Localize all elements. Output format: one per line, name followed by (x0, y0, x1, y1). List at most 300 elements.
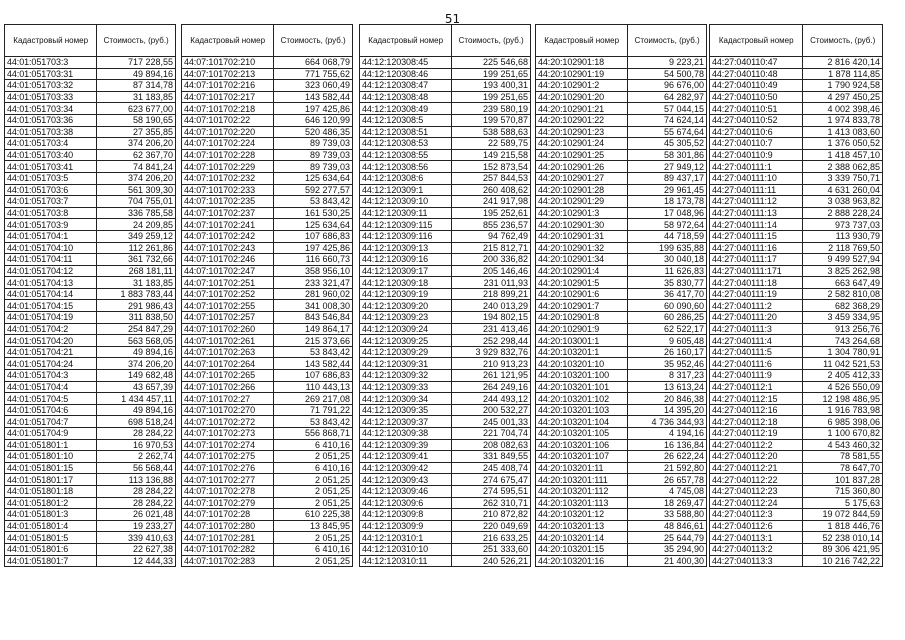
cost-cell: 200 532,27 (452, 404, 531, 416)
cadastral-number-cell: 44:27:040111:5 (710, 346, 803, 358)
table-row (710, 300, 883, 312)
cadastral-number-cell: 44:12:120308:49 (360, 103, 452, 115)
cadastral-number-cell: 44:27:040112:20 (710, 451, 803, 463)
table-row (360, 323, 531, 335)
cost-cell: 1 376 050,52 (803, 138, 883, 150)
table-row (182, 242, 353, 254)
table-row (536, 126, 707, 138)
table-row (5, 451, 176, 463)
cadastral-number-cell: 44:12:120309:10 (360, 196, 452, 208)
table-row (5, 161, 176, 173)
cost-cell: 556 868,71 (274, 428, 353, 440)
table-row (360, 300, 531, 312)
cost-cell: 269 217,08 (274, 393, 353, 405)
table-row (360, 439, 531, 451)
cadastral-number-cell: 44:07:101702:217 (182, 91, 274, 103)
cost-cell: 4 002 398,46 (803, 103, 883, 115)
cost-cell: 349 259,12 (97, 230, 176, 242)
cost-cell: 374 206,20 (97, 358, 176, 370)
table-row (182, 335, 353, 347)
cost-cell: 27 355,85 (97, 126, 176, 138)
table-row (536, 509, 707, 521)
table-row (536, 277, 707, 289)
cost-cell: 561 309,30 (97, 184, 176, 196)
cadastral-number-cell: 44:20:102901:3 (536, 207, 628, 219)
table-row (360, 335, 531, 347)
cost-cell: 268 181,11 (97, 265, 176, 277)
cost-cell: 663 647,49 (803, 277, 883, 289)
cadastral-number-cell: 44:27:040110:47 (710, 57, 803, 69)
table-row (710, 358, 883, 370)
cadastral-number-cell: 44:01:051704:5 (5, 393, 97, 405)
table-row (536, 323, 707, 335)
cadastral-number-cell: 44:27:040111:6 (710, 358, 803, 370)
cost-cell: 1 916 783,98 (803, 404, 883, 416)
cost-cell: 10 216 742,22 (803, 555, 883, 567)
cost-cell: 1 304 780,91 (803, 346, 883, 358)
cost-cell: 11 042 521,53 (803, 358, 883, 370)
table-row (5, 439, 176, 451)
table-row (360, 543, 531, 555)
table-row (5, 196, 176, 208)
cadastral-number-cell: 44:01:051703:6 (5, 184, 97, 196)
cost-cell: 1 974 833,78 (803, 114, 883, 126)
cadastral-number-cell: 44:12:120308:5 (360, 114, 452, 126)
cadastral-number-cell: 44:12:120309:46 (360, 485, 452, 497)
cost-cell: 28 284,22 (97, 497, 176, 509)
cadastral-number-cell: 44:07:101702:266 (182, 381, 274, 393)
cost-cell: 4 745,08 (628, 485, 707, 497)
table-row (5, 184, 176, 196)
cost-cell: 22 627,38 (97, 543, 176, 555)
cadastral-number-cell: 44:27:040110:52 (710, 114, 803, 126)
cadastral-number-cell: 44:12:120309:16 (360, 254, 452, 266)
page-number: 51 (444, 12, 461, 26)
cost-cell: 28 284,22 (97, 428, 176, 440)
cost-cell: 2 051,25 (274, 474, 353, 486)
cadastral-number-cell: 44:12:120308:55 (360, 149, 452, 161)
cadastral-number-cell: 44:07:101702:246 (182, 254, 274, 266)
cadastral-number-cell: 44:01:051801:10 (5, 451, 97, 463)
cadastral-number-cell: 44:07:101702:241 (182, 219, 274, 231)
cost-cell: 112 261,86 (97, 242, 176, 254)
cadastral-number-cell: 44:01:051704:21 (5, 346, 97, 358)
cadastral-number-cell: 44:27:040110:7 (710, 138, 803, 150)
cadastral-number-cell: 44:27:040111:15 (710, 230, 803, 242)
cost-cell: 74 841,24 (97, 161, 176, 173)
cadastral-number-cell: 44:01:051703:41 (5, 161, 97, 173)
cadastral-number-cell: 44:01:051704:9 (5, 428, 97, 440)
cadastral-number-cell: 44:20:102901:19 (536, 68, 628, 80)
table-row (360, 404, 531, 416)
cadastral-number-cell: 44:07:101702:275 (182, 451, 274, 463)
table-row (710, 68, 883, 80)
cadastral-number-cell: 44:20:102901:20 (536, 91, 628, 103)
cadastral-number-cell: 44:12:120309:33 (360, 381, 452, 393)
table-row (182, 68, 353, 80)
cadastral-number-cell: 44:20:102901:4 (536, 265, 628, 277)
cadastral-number-cell: 44:01:051704:3 (5, 370, 97, 382)
cadastral-number-cell: 44:27:040112:3 (710, 509, 803, 521)
cost-cell: 4 543 460,32 (803, 439, 883, 451)
cost-cell: 260 408,62 (452, 184, 531, 196)
cost-cell: 218 899,21 (452, 288, 531, 300)
table-row (360, 497, 531, 509)
cost-cell: 107 686,83 (274, 230, 353, 242)
table-row (182, 265, 353, 277)
table-row (182, 462, 353, 474)
table-row (360, 126, 531, 138)
cadastral-number-cell: 44:20:102901:24 (536, 138, 628, 150)
table-row (360, 230, 531, 242)
cadastral-number-cell: 44:20:103201:1 (536, 346, 628, 358)
cost-cell: 26 657,78 (628, 474, 707, 486)
table-row (182, 184, 353, 196)
cadastral-number-cell: 44:01:051704:13 (5, 277, 97, 289)
table-row (536, 497, 707, 509)
table-row (536, 57, 707, 69)
table-row (710, 91, 883, 103)
cadastral-number-cell: 44:07:101702:252 (182, 288, 274, 300)
cost-cell: 149 215,58 (452, 149, 531, 161)
table-row (710, 462, 883, 474)
table-row (182, 543, 353, 555)
cadastral-number-cell: 44:12:120308:47 (360, 80, 452, 92)
cost-cell: 58 972,64 (628, 219, 707, 231)
cost-cell: 698 518,24 (97, 416, 176, 428)
cost-cell: 2 816 420,14 (803, 57, 883, 69)
cost-cell: 771 755,62 (274, 68, 353, 80)
table-row (5, 219, 176, 231)
cost-cell: 245 001,33 (452, 416, 531, 428)
table-row (710, 126, 883, 138)
cost-cell: 199 570,87 (452, 114, 531, 126)
cost-cell: 221 704,74 (452, 428, 531, 440)
cost-cell: 161 530,25 (274, 207, 353, 219)
table-row (360, 381, 531, 393)
cadastral-number-cell: 44:27:040111:14 (710, 219, 803, 231)
cadastral-number-cell: 44:07:101702:243 (182, 242, 274, 254)
table-row (710, 196, 883, 208)
cost-cell: 2 888 228,24 (803, 207, 883, 219)
table-row (182, 149, 353, 161)
cadastral-number-cell: 44:01:051703:3 (5, 57, 97, 69)
table-row (536, 265, 707, 277)
cadastral-number-cell: 44:12:120309:38 (360, 428, 452, 440)
table-row (536, 196, 707, 208)
table-row (710, 393, 883, 405)
table-row (710, 485, 883, 497)
cost-cell: 538 588,63 (452, 126, 531, 138)
cost-cell: 149 682,48 (97, 370, 176, 382)
table-row (5, 277, 176, 289)
cadastral-number-cell: 44:20:103201:11 (536, 462, 628, 474)
cadastral-number-cell: 44:20:103201:104 (536, 416, 628, 428)
table-row (182, 196, 353, 208)
cost-cell: 52 238 010,14 (803, 532, 883, 544)
table-row (536, 474, 707, 486)
cost-cell: 152 873,54 (452, 161, 531, 173)
cadastral-number-cell: 44:12:120309:43 (360, 474, 452, 486)
cadastral-number-cell: 44:01:051801:7 (5, 555, 97, 567)
table-row (360, 346, 531, 358)
cost-cell: 44 718,59 (628, 230, 707, 242)
cadastral-number-cell: 44:27:040111:171 (710, 265, 803, 277)
table-row (360, 555, 531, 567)
cost-cell: 18 173,78 (628, 196, 707, 208)
table-row (710, 149, 883, 161)
table-row (5, 474, 176, 486)
cadastral-number-cell: 44:07:101702:265 (182, 370, 274, 382)
cost-cell: 240 526,21 (452, 555, 531, 567)
cadastral-number-cell: 44:27:040110:9 (710, 149, 803, 161)
cadastral-number-cell: 44:07:101702:232 (182, 172, 274, 184)
table-row (536, 254, 707, 266)
cost-cell: 261 121,95 (452, 370, 531, 382)
table-row (360, 138, 531, 150)
cadastral-number-cell: 44:07:101702:280 (182, 520, 274, 532)
cadastral-number-cell: 44:20:103001:1 (536, 335, 628, 347)
table-row (536, 149, 707, 161)
table-row (710, 555, 883, 567)
cadastral-number-cell: 44:27:040111:12 (710, 196, 803, 208)
cadastral-number-cell: 44:07:101702:216 (182, 80, 274, 92)
cadastral-number-cell: 44:27:040110:48 (710, 68, 803, 80)
cost-cell: 254 847,29 (97, 323, 176, 335)
cadastral-number-cell: 44:01:051801:17 (5, 474, 97, 486)
cadastral-number-cell: 44:12:120308:45 (360, 57, 452, 69)
cost-cell: 29 961,45 (628, 184, 707, 196)
cost-cell: 274 595,51 (452, 485, 531, 497)
table-row (536, 312, 707, 324)
cadastral-number-cell: 44:27:040112:2 (710, 439, 803, 451)
table-row (182, 300, 353, 312)
cadastral-number-cell: 44:12:120309:18 (360, 277, 452, 289)
cost-cell: 13 845,95 (274, 520, 353, 532)
cost-cell: 245 408,74 (452, 462, 531, 474)
cadastral-number-cell: 44:27:040112:1 (710, 381, 803, 393)
table-row (182, 370, 353, 382)
table-row (5, 346, 176, 358)
cadastral-number-cell: 44:20:102901:28 (536, 184, 628, 196)
cost-cell: 6 985 398,06 (803, 416, 883, 428)
table-row (5, 555, 176, 567)
cadastral-number-cell: 44:12:120309:29 (360, 346, 452, 358)
cost-cell: 16 136,84 (628, 439, 707, 451)
cost-cell: 36 417,70 (628, 288, 707, 300)
cadastral-number-cell: 44:07:101702:237 (182, 207, 274, 219)
cost-cell: 19 233,27 (97, 520, 176, 532)
table-row (536, 358, 707, 370)
cadastral-number-cell: 44:20:103201:111 (536, 474, 628, 486)
table-row (710, 474, 883, 486)
cost-cell: 3 459 334,95 (803, 312, 883, 324)
table-row (5, 485, 176, 497)
table-row (182, 381, 353, 393)
cost-cell: 53 843,42 (274, 196, 353, 208)
cost-cell: 64 282,97 (628, 91, 707, 103)
cadastral-number-cell: 44:07:101702:229 (182, 161, 274, 173)
header-row (5, 25, 176, 57)
cadastral-number-cell: 44:20:102901:29 (536, 196, 628, 208)
cost-cell: 21 592,80 (628, 462, 707, 474)
table-row (360, 172, 531, 184)
cost-cell: 1 790 924,58 (803, 80, 883, 92)
table-row (5, 138, 176, 150)
table-row (182, 532, 353, 544)
cadastral-number-cell: 44:27:040111:1 (710, 161, 803, 173)
cost-cell: 323 060,49 (274, 80, 353, 92)
header-cost: Стоимость, (руб.) (274, 25, 353, 57)
cost-cell: 5 175,63 (803, 497, 883, 509)
cost-cell: 2 118 769,50 (803, 242, 883, 254)
cadastral-number-cell: 44:12:120308:56 (360, 161, 452, 173)
table-row (536, 138, 707, 150)
table-row (360, 114, 531, 126)
table-row (5, 288, 176, 300)
table-row (360, 68, 531, 80)
cadastral-number-cell: 44:01:051704:12 (5, 265, 97, 277)
table-row (182, 207, 353, 219)
table-row (182, 91, 353, 103)
table-row (710, 428, 883, 440)
cost-cell: 12 198 486,95 (803, 393, 883, 405)
cost-cell: 125 634,64 (274, 219, 353, 231)
cadastral-number-cell: 44:20:103201:107 (536, 451, 628, 463)
cost-cell: 215 812,71 (452, 242, 531, 254)
cost-cell: 54 500,78 (628, 68, 707, 80)
cost-cell: 45 305,52 (628, 138, 707, 150)
table-row (710, 161, 883, 173)
table-row (182, 555, 353, 567)
cadastral-number-cell: 44:12:120309:35 (360, 404, 452, 416)
cost-cell: 339 410,63 (97, 532, 176, 544)
cost-cell: 9 223,21 (628, 57, 707, 69)
cadastral-number-cell: 44:01:051801:5 (5, 532, 97, 544)
cadastral-number-cell: 44:27:040113:1 (710, 532, 803, 544)
cadastral-number-cell: 44:12:120309:20 (360, 300, 452, 312)
cost-cell: 336 785,58 (97, 207, 176, 219)
cadastral-number-cell: 44:12:120310:10 (360, 543, 452, 555)
header-row (360, 25, 531, 57)
cadastral-number-cell: 44:07:101702:27 (182, 393, 274, 405)
cadastral-number-cell: 44:01:051801:2 (5, 497, 97, 509)
table-row (536, 520, 707, 532)
cadastral-number-cell: 44:20:102901:5 (536, 277, 628, 289)
cadastral-number-cell: 44:07:101702:233 (182, 184, 274, 196)
cost-cell: 89 739,03 (274, 138, 353, 150)
cadastral-number-cell: 44:12:120309:39 (360, 439, 452, 451)
cost-cell: 22 589,75 (452, 138, 531, 150)
cadastral-number-cell: 44:01:051703:32 (5, 80, 97, 92)
cadastral-table-column-2 (181, 24, 353, 567)
cost-cell: 704 755,01 (97, 196, 176, 208)
cadastral-number-cell: 44:12:120308:46 (360, 68, 452, 80)
table-row (536, 404, 707, 416)
table-row (710, 381, 883, 393)
table-row (5, 230, 176, 242)
table-row (710, 370, 883, 382)
table-row (5, 265, 176, 277)
cost-cell: 3 339 750,71 (803, 172, 883, 184)
cadastral-number-cell: 44:07:101702:235 (182, 196, 274, 208)
cost-cell: 125 634,64 (274, 172, 353, 184)
cadastral-number-cell: 44:20:103201:15 (536, 543, 628, 555)
cadastral-number-cell: 44:27:040113:2 (710, 543, 803, 555)
table-row (5, 68, 176, 80)
cost-cell: 43 657,39 (97, 381, 176, 393)
table-row (5, 370, 176, 382)
cadastral-number-cell: 44:20:103201:106 (536, 439, 628, 451)
cost-cell: 2 405 412,33 (803, 370, 883, 382)
cadastral-number-cell: 44:12:120309:23 (360, 312, 452, 324)
header-cadastral-number: Кадастровый номер (710, 25, 803, 57)
table-row (5, 57, 176, 69)
table-row (360, 474, 531, 486)
table-row (536, 381, 707, 393)
cadastral-number-cell: 44:07:101702:218 (182, 103, 274, 115)
cost-cell: 71 791,22 (274, 404, 353, 416)
cadastral-number-cell: 44:01:051704:7 (5, 416, 97, 428)
cost-cell: 49 894,16 (97, 404, 176, 416)
table-row (182, 230, 353, 242)
cost-cell: 1 418 457,10 (803, 149, 883, 161)
table-row (536, 485, 707, 497)
cost-cell: 252 298,44 (452, 335, 531, 347)
table-row (5, 335, 176, 347)
cadastral-number-cell: 44:01:051703:34 (5, 103, 97, 115)
cadastral-number-cell: 44:07:101702:278 (182, 485, 274, 497)
table-row (710, 439, 883, 451)
cost-cell: 2 051,25 (274, 555, 353, 567)
cost-cell: 197 425,86 (274, 103, 353, 115)
table-row (5, 381, 176, 393)
cadastral-number-cell: 44:27:040111:2 (710, 300, 803, 312)
cadastral-number-cell: 44:20:103201:12 (536, 509, 628, 521)
table-row (5, 497, 176, 509)
cadastral-number-cell: 44:07:101702:251 (182, 277, 274, 289)
table-row (360, 254, 531, 266)
cadastral-number-cell: 44:01:051801:6 (5, 543, 97, 555)
cadastral-number-cell: 44:27:040112:21 (710, 462, 803, 474)
cadastral-number-cell: 44:27:040110:51 (710, 103, 803, 115)
table-row (710, 138, 883, 150)
table-row (5, 509, 176, 521)
cadastral-number-cell: 44:12:120308:48 (360, 91, 452, 103)
table-row (710, 346, 883, 358)
cadastral-number-cell: 44:20:102901:7 (536, 300, 628, 312)
table-row (360, 103, 531, 115)
cost-cell: 199 635,88 (628, 242, 707, 254)
header-cadastral-number: Кадастровый номер (536, 25, 628, 57)
table-row (5, 80, 176, 92)
cost-cell: 107 686,83 (274, 370, 353, 382)
cadastral-number-cell: 44:07:101702:220 (182, 126, 274, 138)
table-row (360, 370, 531, 382)
table-row (710, 404, 883, 416)
table-row (360, 416, 531, 428)
table-row (536, 103, 707, 115)
cadastral-number-cell: 44:01:051704:10 (5, 242, 97, 254)
cadastral-number-cell: 44:20:103201:100 (536, 370, 628, 382)
table-row (5, 416, 176, 428)
table-row (182, 416, 353, 428)
cadastral-number-cell: 44:20:102901:31 (536, 230, 628, 242)
table-row (710, 451, 883, 463)
header-cost: Стоимость, (руб.) (97, 25, 176, 57)
cadastral-number-cell: 44:12:120309:8 (360, 509, 452, 521)
cost-cell: 60 286,25 (628, 312, 707, 324)
